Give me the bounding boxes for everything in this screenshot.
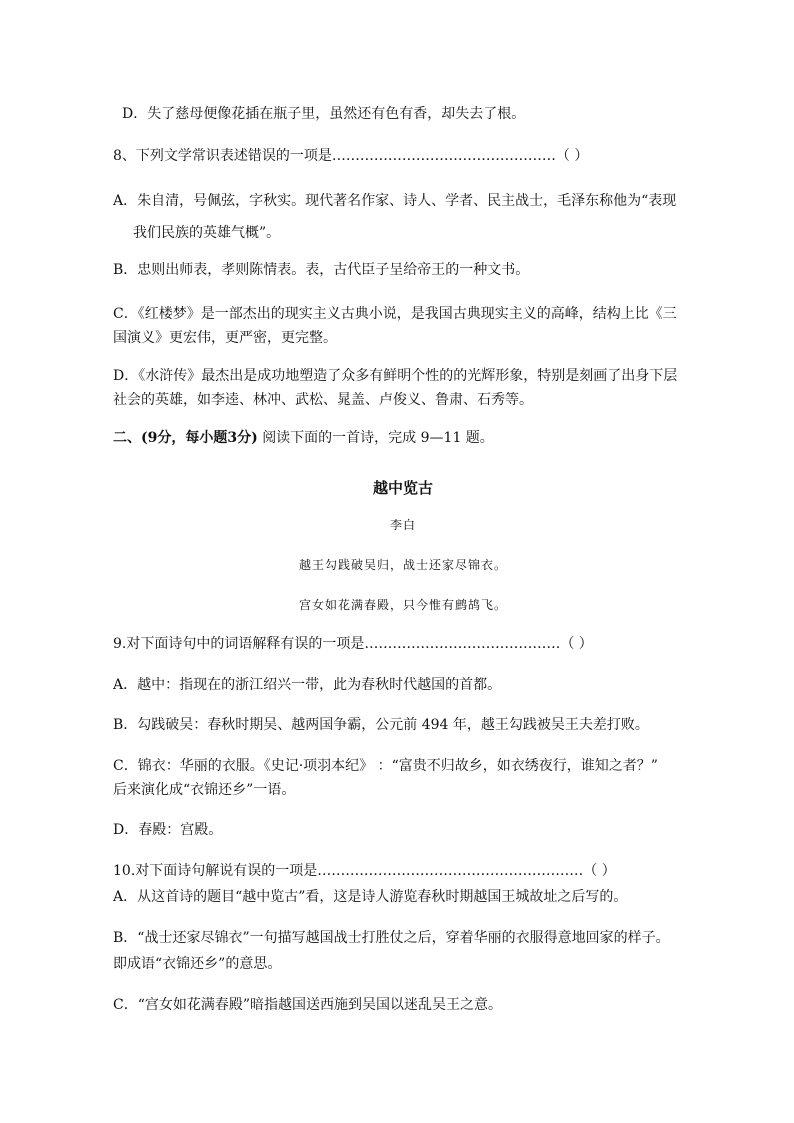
section-2-score: 二、(9分，每小题3分) [113,430,258,446]
q9-option-d: D．春殿：宫殿。 [113,822,223,838]
q8-option-d-line1: D．《水浒传》最杰出是成功地塑造了众多有鲜明个性的的光辉形象，特别是刻画了出身下层 [113,368,678,384]
q10-option-b-line2: 即成语“衣锦还乡”的意思。 [113,956,282,972]
q8-option-d-line2: 社会的英雄，如李逵、林冲、武松、晁盖、卢俊义、鲁肃、石秀等。 [113,392,533,408]
q9-option-a: A．越中：指现在的浙江绍兴一带，此为春秋时代越国的首都。 [113,677,502,693]
poem-line-2: 宫女如花满春殿，只今惟有鹧鸪飞。 [298,598,507,612]
question-10: 10.对下面诗句解说有误的一项是…………………………………………………（ ） [113,863,616,879]
section-2-header [113,428,693,448]
q9-option-c-line2: 后来演化成“衣锦还乡”一语。 [113,782,296,798]
q9-option-b: B．勾践破吴：春秋时期吴、越两国争霸，公元前 494 年，越王勾践被吴王夫差打败。 [113,717,649,733]
poem-line-1: 越王勾践破吴归，战士还家尽锦衣。 [298,558,507,572]
q8-option-c-line2: 国演义》更宏伟，更严密，更完整。 [113,330,337,346]
q8-option-c-line1: C．《红楼梦》是一部杰出的现实主义古典小说，是我国古典现实主义的高峰，结构上比《三 [113,306,677,322]
poem-author: 李白 [389,518,416,532]
q9-option-c-line1: C．锦衣：华丽的衣服。《史记·项羽本纪》 ：“富贵不归故乡，如衣绣夜行，谁知之者？” [113,758,658,774]
question-8: 8、下列文学常识表述错误的一项是…………………………………………（ ） [113,148,589,164]
q10-option-c: C．“宫女如花满春殿”暗指越国送西施到吴国以迷乱吴王之意。 [113,997,503,1013]
q7-option-d: D．失了慈母便像花插在瓶子里，虽然还有色有香，却失去了根。 [122,106,526,122]
q8-option-a-line1: A．朱自清，号佩弦，字秋实。现代著名作家、诗人、学者、民主战士，毛泽东称他为“表现 [113,193,677,209]
poem-title: 越中览古 [372,479,433,497]
q10-option-b-line1: B．“战士还家尽锦衣”一句描写越国战士打胜仗之后，穿着华丽的衣服得意地回家的样子。 [113,930,670,946]
q8-option-b: B．忠则出师表，孝则陈情表。表，古代臣子呈给帝王的一种文书。 [113,262,530,278]
q8-option-a-line2: 我们民族的英雄气概”。 [133,225,281,241]
question-9: 9.对下面诗句中的词语解释有误的一项是……………………………………（ ） [113,636,593,652]
section-2-instruction: 阅读下面的一首诗，完成 9—11 题。 [262,430,494,446]
q10-option-a: A．从这首诗的题目“越中览古”看，这是诗人游览春秋时期越国王城故址之后写的。 [113,889,628,905]
